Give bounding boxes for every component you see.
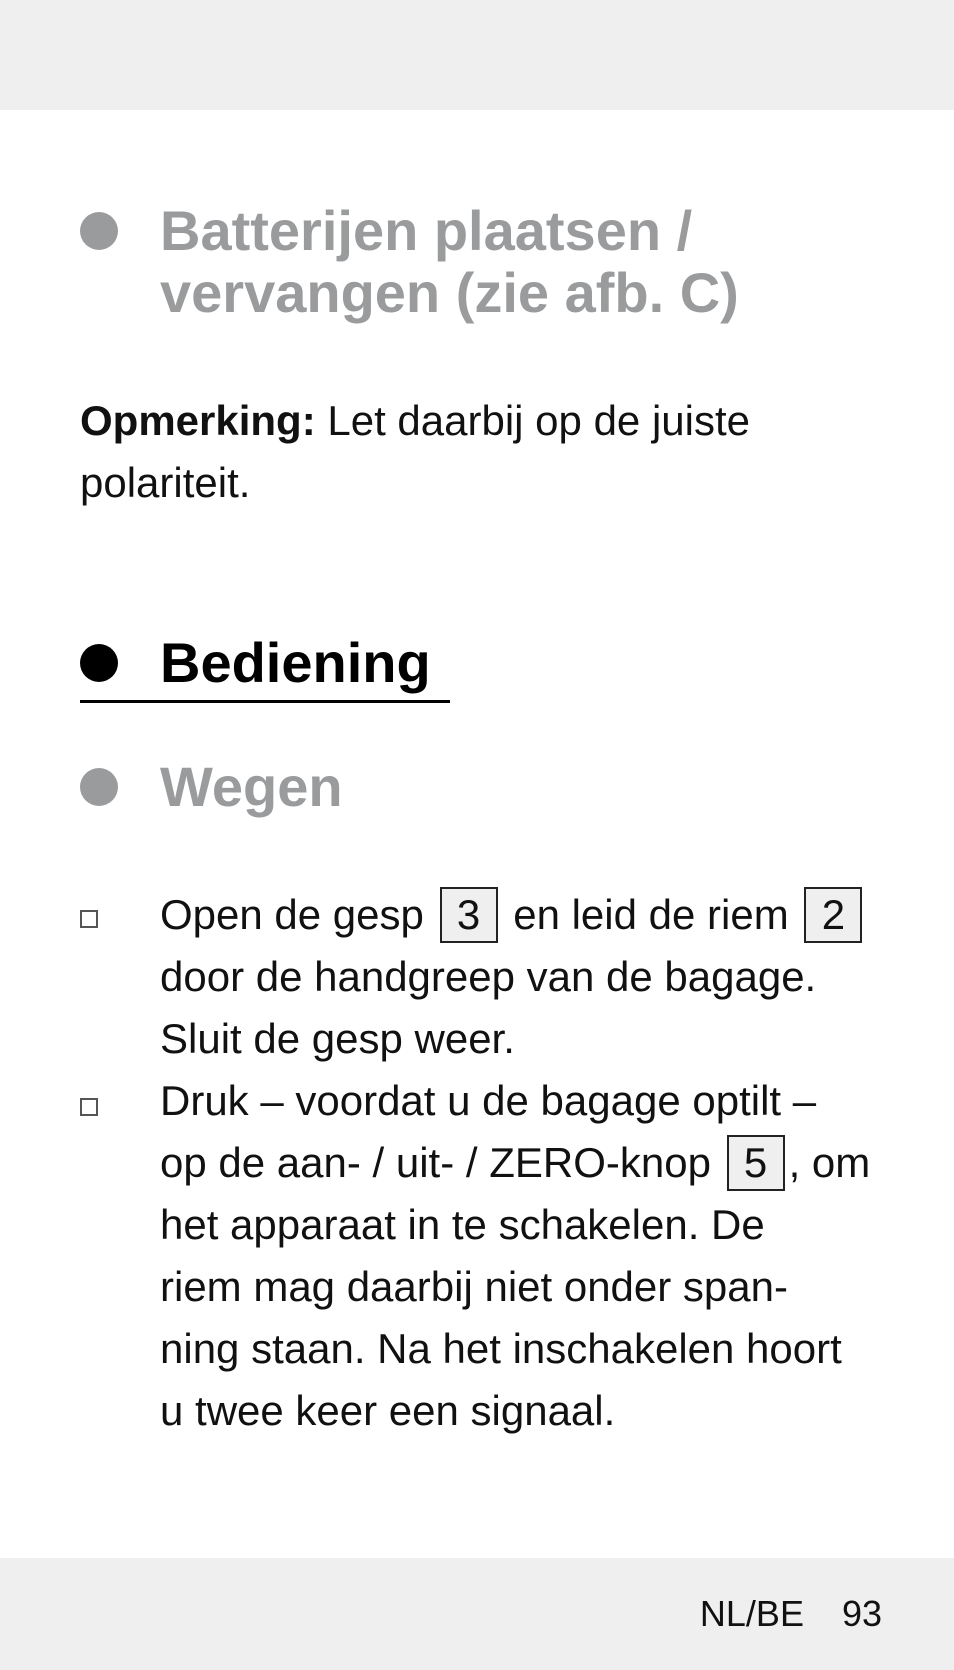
gray-bullet-icon xyxy=(80,768,118,806)
list-item xyxy=(80,1070,880,1442)
item1-line2: door de handgreep van de bagage. xyxy=(160,953,817,1000)
heading-wegen-text: Wegen xyxy=(160,755,343,818)
part-reference-5: 5 xyxy=(727,1135,785,1191)
item2-part1: op de aan- / uit- / ZERO-knop xyxy=(160,1139,723,1186)
item2-line5: ning staan. Na het inschakelen hoort xyxy=(160,1325,842,1372)
footer xyxy=(700,1592,882,1636)
heading-batterijen-line2: vervangen (zie afb. C) xyxy=(160,261,739,324)
item2-part2: , om xyxy=(788,1139,871,1186)
heading-bediening-text: Bediening xyxy=(160,631,431,694)
item2-line1: Druk – voordat u de bagage optilt – xyxy=(160,1077,817,1124)
item2-line4: riem mag daarbij niet onder span- xyxy=(160,1263,788,1310)
heading-bediening xyxy=(80,632,480,708)
footer-locale: NL/BE xyxy=(699,1593,804,1634)
list-item xyxy=(80,884,880,1070)
heading-batterijen-text xyxy=(160,200,739,324)
checkbox-square-icon xyxy=(80,910,98,928)
heading-batterijen xyxy=(80,200,880,330)
note-label: Opmerking: xyxy=(80,397,316,444)
gray-bullet-icon xyxy=(80,212,118,250)
list-item-body xyxy=(160,884,880,1070)
note-text-line2: polariteit. xyxy=(80,459,251,506)
heading-batterijen-line1: Batterijen plaatsen / xyxy=(160,199,693,262)
heading-wegen xyxy=(80,756,480,826)
top-margin-band xyxy=(0,0,954,110)
black-bullet-icon xyxy=(80,644,118,682)
item2-line3: het apparaat in te schakelen. De xyxy=(160,1201,765,1248)
part-reference-3: 3 xyxy=(440,887,498,943)
part-reference-2: 2 xyxy=(804,887,862,943)
heading-bediening-underline xyxy=(80,700,450,703)
note-paragraph xyxy=(80,390,880,514)
item2-line6: u twee keer een signaal. xyxy=(160,1387,616,1434)
item1-part2: en leid de riem xyxy=(501,891,801,938)
item1-part1: Open de gesp xyxy=(160,891,436,938)
item1-line3: Sluit de gesp weer. xyxy=(160,1015,515,1062)
checkbox-square-icon xyxy=(80,1098,98,1116)
note-text-line1: Let daarbij op de juiste xyxy=(315,397,750,444)
page-number: 93 xyxy=(841,1593,882,1634)
list-item-body xyxy=(160,1070,880,1442)
